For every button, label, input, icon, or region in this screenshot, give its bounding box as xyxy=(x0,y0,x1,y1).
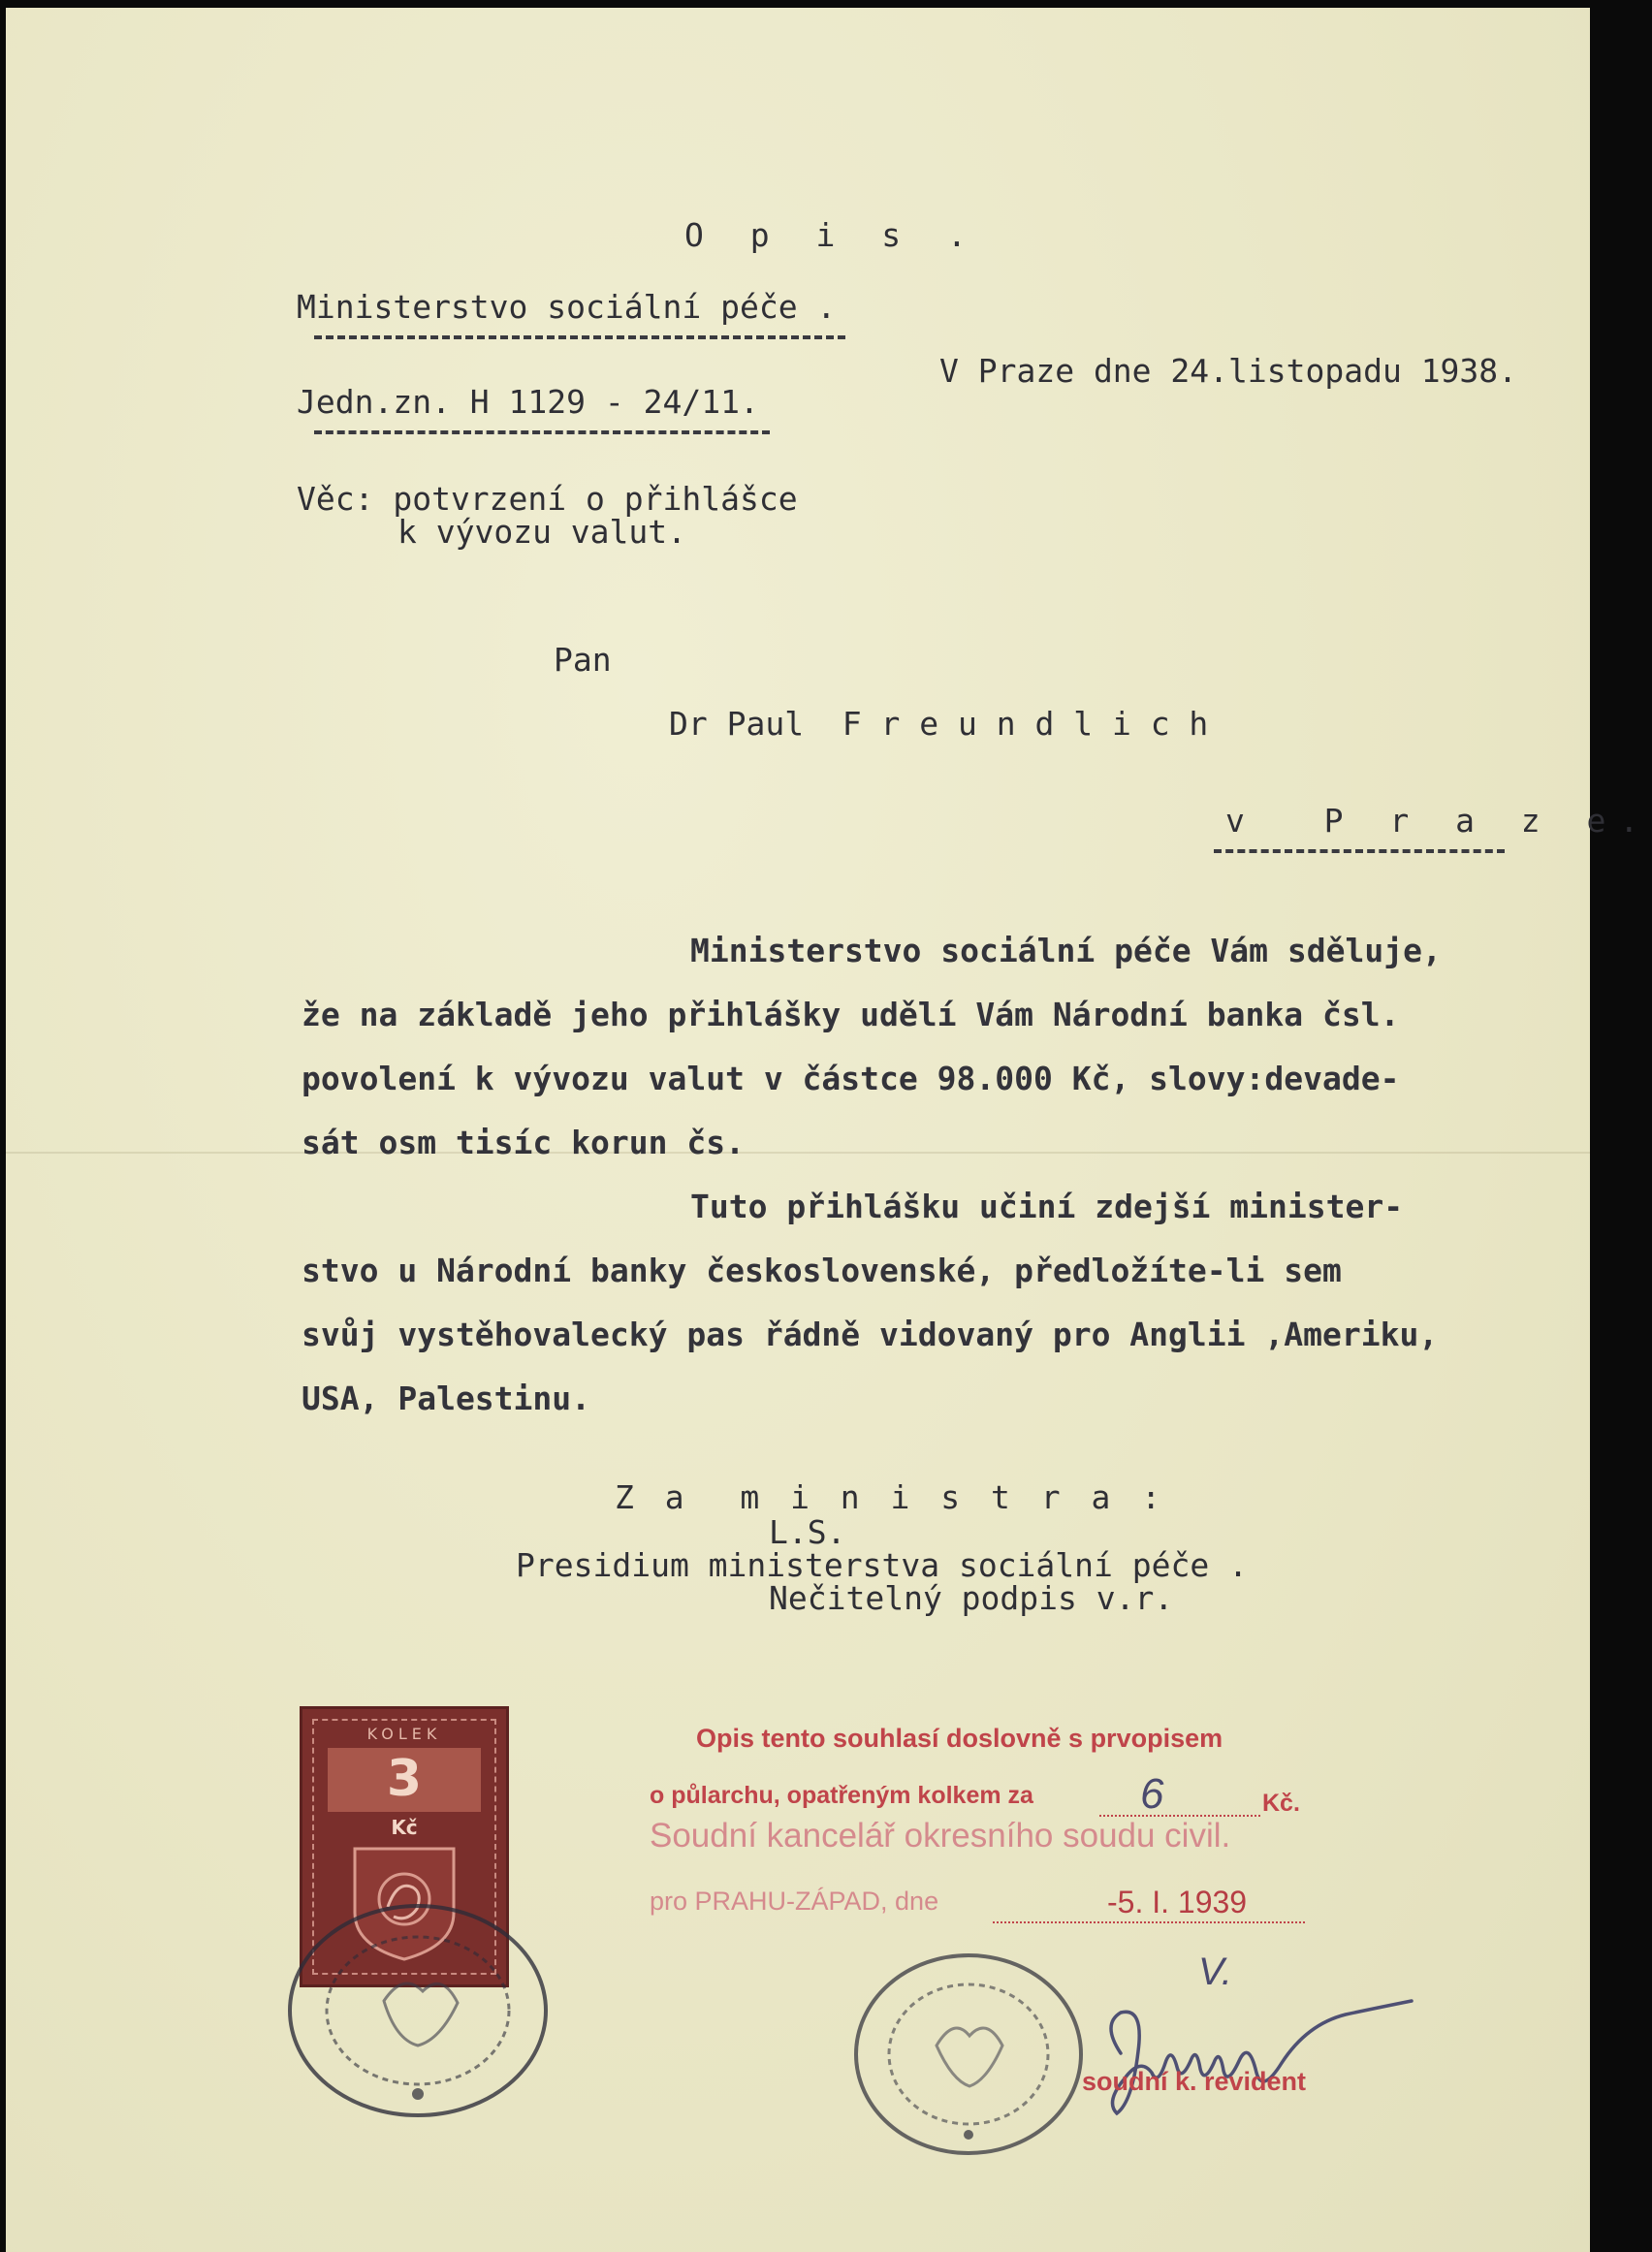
signer-title: soudní k. revident xyxy=(1082,2067,1307,2096)
stamp-amount: 6 xyxy=(1140,1770,1164,1818)
revenue-stamp-unit: Kč xyxy=(391,1816,418,1839)
illegible-signature-note: Nečitelný podpis v.r. xyxy=(769,1579,1174,1617)
body-line: USA, Palestinu. xyxy=(302,1380,591,1417)
body-line: Tuto přihlášku učiní zdejší minister- xyxy=(690,1188,1404,1225)
body-line: stvo u Národní banky československé, předložíte-li sem xyxy=(302,1252,1342,1289)
place-date: V Praze dne 24.listopadu 1938. xyxy=(939,352,1518,390)
presidium: Presidium ministerstva sociální péče . xyxy=(516,1546,1248,1584)
divider xyxy=(314,335,845,339)
body-line: Ministerstvo sociální péče Vám sděluje, xyxy=(690,932,1442,969)
body-line: že na základě jeho přihlášky udělí Vám Národní banka čsl. xyxy=(302,996,1400,1033)
subject-line: k vývozu valut. xyxy=(397,513,687,551)
document-page xyxy=(6,8,1652,2252)
court-seal-right xyxy=(847,1945,1090,2164)
addressee-name: Dr Paul F r e u n d l i c h xyxy=(669,705,1209,743)
certification-line: pro PRAHU-ZÁPAD, dne xyxy=(650,1887,939,1916)
for-minister: Z a m i n i s t r a : xyxy=(615,1478,1167,1516)
currency-label: Kč. xyxy=(1262,1790,1300,1817)
handwritten-initial: V. xyxy=(1198,1951,1232,1993)
revenue-stamp-value: 3 xyxy=(386,1750,423,1808)
handwritten-signature xyxy=(1082,1985,1470,2131)
locus-sigilli: L.S. xyxy=(769,1513,846,1551)
revenue-stamp-header: KOLEK xyxy=(366,1725,442,1743)
document-title: O p i s . xyxy=(684,216,980,254)
certification-line: o půlarchu, opatřeným kolkem za xyxy=(650,1782,1033,1809)
office-name: Ministerstvo sociální péče . xyxy=(297,288,837,326)
divider xyxy=(314,430,770,434)
subject-line: Věc: potvrzení o přihlášce xyxy=(297,480,798,518)
paper-fold xyxy=(6,1152,1590,1154)
court-seal-left xyxy=(277,1894,558,2127)
certification-line: Opis tento souhlasí doslovně s prvopisem xyxy=(696,1724,1223,1753)
date-blank xyxy=(993,1921,1305,1923)
addressee-city: v P r a z e. xyxy=(1225,802,1652,840)
body-line: povolení k vývozu valut v částce 98.000 Kč, slovy:devade- xyxy=(302,1060,1400,1097)
body-line: sát osm tisíc korun čs. xyxy=(302,1124,745,1161)
reference-number: Jedn.zn. H 1129 - 24/11. xyxy=(297,383,759,421)
body-line: svůj vystěhovalecký pas řádně vidovaný pro Anglii ,Ameriku, xyxy=(302,1316,1439,1353)
salutation: Pan xyxy=(554,641,612,679)
certification-line: Soudní kancelář okresního soudu civil. xyxy=(650,1817,1231,1855)
certification-date: -5. I. 1939 xyxy=(1107,1885,1248,1919)
divider xyxy=(1214,849,1505,853)
